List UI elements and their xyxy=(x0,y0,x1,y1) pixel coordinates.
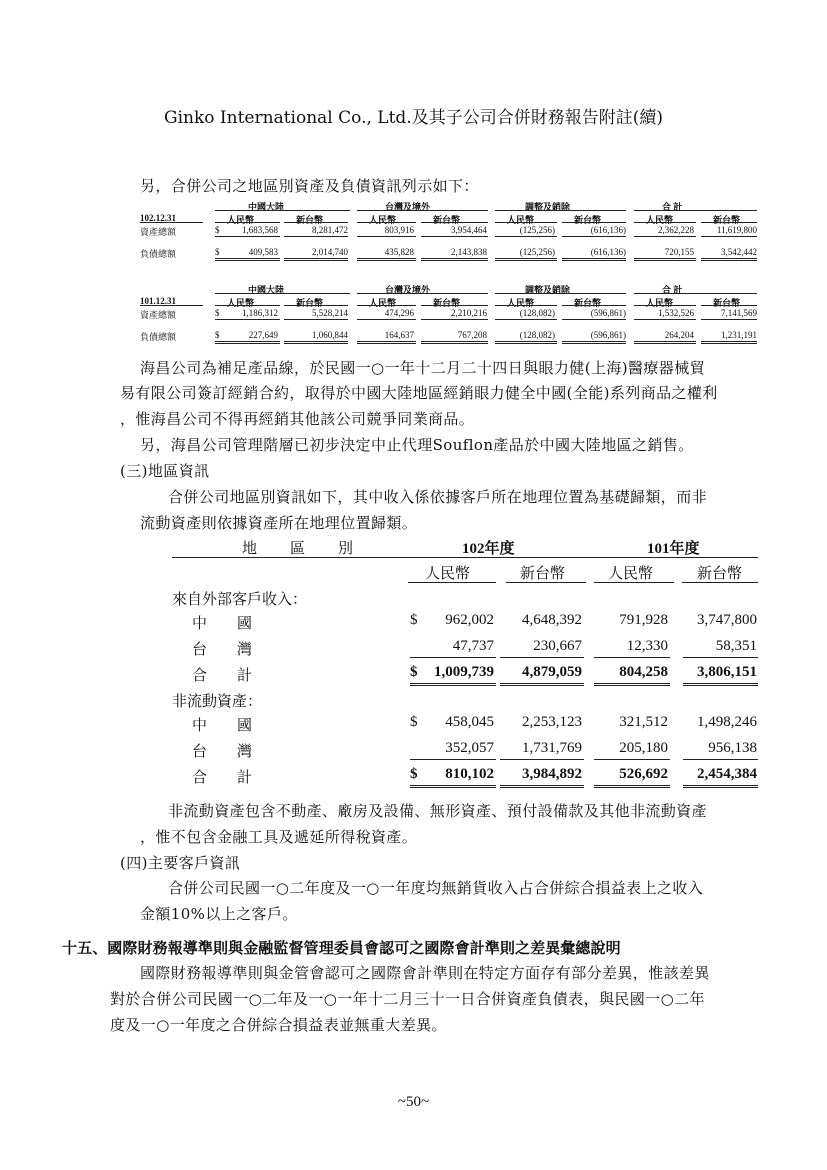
currency-header: 新台幣 xyxy=(433,215,461,225)
rule xyxy=(215,293,350,294)
rule xyxy=(594,759,670,760)
rule xyxy=(284,222,348,223)
group-header: 中國大陸 xyxy=(248,285,285,295)
row-label: 中 國 xyxy=(192,718,253,734)
rule xyxy=(500,657,584,658)
rule xyxy=(421,341,488,344)
currency-header-rmb-102: 人民幣 xyxy=(425,566,471,582)
row-label: 負債總額 xyxy=(140,332,177,342)
rule xyxy=(421,319,488,320)
currency-header: 新台幣 xyxy=(713,298,741,308)
rule xyxy=(421,305,488,306)
row-label: 中 國 xyxy=(192,616,253,632)
section-15-line-2: 對於合併公司民國一○二年及一○一年十二月三十一日合併資產負債表，與民國一○二年 xyxy=(110,990,705,1008)
rule xyxy=(410,683,496,686)
intro-text: 另，合併公司之地區別資產及負債資訊列示如下： xyxy=(140,177,479,195)
rule xyxy=(562,341,626,344)
dollar-sign: $ xyxy=(215,308,220,318)
rule xyxy=(701,319,757,320)
rule xyxy=(495,236,557,237)
currency-header: 人民幣 xyxy=(507,215,535,225)
rule xyxy=(357,305,416,306)
table-cell: 1,731,769 xyxy=(522,740,582,756)
table-cell: 3,542,442 xyxy=(721,247,757,257)
table-cell: 205,180 xyxy=(619,740,668,756)
table-cell: 7,141,569 xyxy=(721,308,757,318)
table-cell: 12,330 xyxy=(626,638,668,654)
paragraph-1-line-1: 海昌公司為補足產品線，於民國一○一年十二月二十四日與眼力健(上海)醫療器械貿 xyxy=(140,359,705,377)
table-cell: 2,253,123 xyxy=(522,714,582,730)
table-cell: (596,861) xyxy=(590,308,626,318)
dollar-sign: $ xyxy=(215,330,220,340)
table-date: 101.12.31 xyxy=(140,296,176,306)
table-cell: 164,637 xyxy=(384,330,414,340)
rule xyxy=(701,222,757,223)
rule xyxy=(701,258,757,261)
rule xyxy=(594,683,670,686)
rule xyxy=(357,210,488,211)
table-cell: 4,879,059 xyxy=(522,664,582,680)
table-cell: 2,362,228 xyxy=(658,225,694,235)
table-cell: 11,619,800 xyxy=(716,225,757,235)
rule xyxy=(495,305,557,306)
table-cell: 1,009,739 xyxy=(434,664,494,680)
currency-header: 人民幣 xyxy=(227,298,255,308)
currency-header: 人民幣 xyxy=(369,215,397,225)
table-cell: 458,045 xyxy=(445,714,494,730)
section-4-heading: (四)主要客戶資訊 xyxy=(120,854,241,872)
rule xyxy=(500,759,584,760)
year-102-header: 102年度 xyxy=(462,541,515,557)
rule xyxy=(634,236,696,237)
table-cell: 803,916 xyxy=(384,225,414,235)
rule xyxy=(495,222,557,223)
rule xyxy=(562,319,626,320)
page-header: Ginko International Co., Ltd.及其子公司合併財務報告附註(續) xyxy=(164,108,663,128)
section-15-line-1: 國際財務報導準則與金管會認可之國際會計準則在特定方面存有部分差異，惟該差異 xyxy=(140,964,710,982)
table-cell: 47,737 xyxy=(452,638,494,654)
table-cell: 804,258 xyxy=(619,664,668,680)
rule xyxy=(284,341,348,344)
table-cell: 2,014,740 xyxy=(312,247,348,257)
table-cell: 767,208 xyxy=(457,330,487,340)
currency-header: 新台幣 xyxy=(574,298,602,308)
rule xyxy=(594,582,674,583)
table-cell: (616,136) xyxy=(590,247,626,257)
rule xyxy=(140,222,203,223)
dollar-sign: $ xyxy=(410,612,418,628)
table-cell: 227,649 xyxy=(248,330,278,340)
table-cell: 5,528,214 xyxy=(312,308,348,318)
table-cell: 962,002 xyxy=(445,612,494,628)
table-cell: 720,155 xyxy=(664,247,694,257)
rule xyxy=(683,759,758,760)
rule xyxy=(495,293,626,294)
rule xyxy=(284,236,348,237)
table-cell: 2,143,838 xyxy=(451,247,487,257)
rule xyxy=(215,341,280,344)
rule xyxy=(701,236,757,237)
dollar-sign: $ xyxy=(215,225,220,235)
table-cell: (125,256) xyxy=(519,225,555,235)
currency-header: 人民幣 xyxy=(646,298,674,308)
table-cell: 4,648,392 xyxy=(522,612,582,628)
currency-header: 新台幣 xyxy=(713,215,741,225)
rule xyxy=(421,258,488,261)
rule xyxy=(357,222,416,223)
rule xyxy=(562,305,626,306)
group-header: 調整及銷除 xyxy=(525,285,571,295)
rule xyxy=(495,341,557,344)
rule xyxy=(408,582,496,583)
rule xyxy=(701,341,757,344)
table-cell: 1,683,568 xyxy=(242,225,278,235)
currency-header: 人民幣 xyxy=(369,298,397,308)
rule xyxy=(140,305,203,306)
rule xyxy=(683,657,758,658)
section-noncurrent-assets-label: 非流動資產： xyxy=(172,694,263,710)
paragraph-4-line-2: 金額10%以上之客戶。 xyxy=(140,905,298,923)
row-label: 資產總額 xyxy=(140,310,177,320)
table-cell: 474,296 xyxy=(384,308,414,318)
currency-header-ntd-102: 新台幣 xyxy=(520,566,566,582)
rule xyxy=(594,657,670,658)
currency-header: 人民幣 xyxy=(227,215,255,225)
table-cell: 1,186,312 xyxy=(242,308,278,318)
table-cell: 810,102 xyxy=(445,766,494,782)
group-header: 中國大陸 xyxy=(248,202,285,212)
after-table-line-2: ，惟不包含金融工具及遞延所得稅資產。 xyxy=(140,828,418,846)
rule xyxy=(506,582,586,583)
currency-header: 人民幣 xyxy=(507,298,535,308)
region-column-header: 地 區 別 xyxy=(242,541,355,557)
header-rule xyxy=(172,557,758,558)
rule xyxy=(215,222,280,223)
table-cell: (596,861) xyxy=(590,330,626,340)
rule xyxy=(500,785,584,788)
table-cell: 352,057 xyxy=(445,740,494,756)
section-3-heading: (三)地區資訊 xyxy=(120,462,210,480)
section-15-heading: 十五、國際財務報導準則與金融監督管理委員會認可之國際會計準則之差異彙總說明 xyxy=(62,939,621,957)
rule xyxy=(215,319,280,320)
table-cell: (128,082) xyxy=(519,330,555,340)
row-label: 資產總額 xyxy=(140,227,177,237)
table-cell: 1,532,526 xyxy=(658,308,694,318)
table-cell: 526,692 xyxy=(619,766,668,782)
paragraph-3-line-1: 合併公司地區別資訊如下，其中收入係依據客戶所在地理位置為基礎歸類，而非 xyxy=(168,488,708,506)
currency-header: 新台幣 xyxy=(574,215,602,225)
table-cell: (128,082) xyxy=(519,308,555,318)
group-header: 調整及銷除 xyxy=(525,202,571,212)
rule xyxy=(215,236,280,237)
row-label: 合 計 xyxy=(192,668,253,684)
rule xyxy=(410,785,496,788)
group-header: 合 計 xyxy=(662,285,683,295)
rule xyxy=(634,341,696,344)
dollar-sign: $ xyxy=(410,714,418,730)
row-label: 負債總額 xyxy=(140,249,177,259)
paragraph-2: 另，海昌公司管理階層已初步決定中止代理Souflon產品於中國大陸地區之銷售。 xyxy=(140,436,694,454)
rule xyxy=(215,210,350,211)
table-cell: 8,281,472 xyxy=(312,225,348,235)
table-date: 102.12.31 xyxy=(140,213,176,223)
table-cell: 435,828 xyxy=(384,247,414,257)
table-cell: 409,583 xyxy=(248,247,278,257)
table-cell: 58,351 xyxy=(715,638,757,654)
paragraph-4-line-1: 合併公司民國一○二年度及一○一年度均無銷貨收入占合併綜合損益表上之收入 xyxy=(168,879,704,897)
rule xyxy=(562,258,626,261)
page-number: ~50~ xyxy=(397,1094,430,1110)
group-header: 台灣及境外 xyxy=(385,202,431,212)
row-label: 合 計 xyxy=(192,770,253,786)
rule xyxy=(410,657,496,658)
rule xyxy=(634,258,696,261)
rule xyxy=(495,210,626,211)
rule xyxy=(594,785,670,788)
rule xyxy=(284,258,348,261)
rule xyxy=(357,341,416,344)
paragraph-1-line-2: 易有限公司簽訂經銷合約，取得於中國大陸地區經銷眼力健全中國(全能)系列商品之權利 xyxy=(120,384,718,402)
row-label: 台 灣 xyxy=(192,744,253,760)
table-cell: 264,204 xyxy=(664,330,694,340)
currency-header-rmb-101: 人民幣 xyxy=(608,566,654,582)
rule xyxy=(634,293,757,294)
rule xyxy=(500,683,584,686)
group-header: 台灣及境外 xyxy=(385,285,431,295)
rule xyxy=(634,222,696,223)
rule xyxy=(701,305,757,306)
table-cell: 1,060,844 xyxy=(312,330,348,340)
table-cell: 3,984,892 xyxy=(522,766,582,782)
rule xyxy=(215,305,280,306)
rule xyxy=(683,785,758,788)
rule xyxy=(421,222,488,223)
table-cell: 3,747,800 xyxy=(697,612,757,628)
rule xyxy=(562,222,626,223)
dollar-sign: $ xyxy=(215,247,220,257)
table-cell: 1,231,191 xyxy=(721,330,757,340)
rule xyxy=(357,319,416,320)
rule xyxy=(495,258,557,261)
currency-header: 新台幣 xyxy=(433,298,461,308)
rule xyxy=(682,582,758,583)
after-table-line-1: 非流動資產包含不動產、廠房及設備、無形資產、預付設備款及其他非流動資產 xyxy=(168,802,708,820)
rule xyxy=(215,258,280,261)
year-101-header: 101年度 xyxy=(647,541,700,557)
rule xyxy=(634,319,696,320)
currency-header: 新台幣 xyxy=(296,215,324,225)
rule xyxy=(683,683,758,686)
group-header: 合 計 xyxy=(662,202,683,212)
row-label: 台 灣 xyxy=(192,642,253,658)
section-external-revenue-label: 來自外部客戶收入： xyxy=(172,592,308,608)
table-cell: (125,256) xyxy=(519,247,555,257)
dollar-sign: $ xyxy=(410,664,418,680)
rule xyxy=(634,210,757,211)
rule xyxy=(357,236,416,237)
currency-header: 新台幣 xyxy=(296,298,324,308)
table-cell: 3,806,151 xyxy=(697,664,757,680)
table-cell: 2,454,384 xyxy=(697,766,757,782)
rule xyxy=(421,236,488,237)
table-cell: 3,954,464 xyxy=(451,225,487,235)
rule xyxy=(357,293,488,294)
rule xyxy=(562,236,626,237)
rule xyxy=(357,258,416,261)
currency-header: 人民幣 xyxy=(646,215,674,225)
rule xyxy=(410,759,496,760)
paragraph-3-line-2: 流動資產則依據資產所在地理位置歸類。 xyxy=(140,514,418,532)
table-cell: (616,136) xyxy=(590,225,626,235)
section-15-line-3: 度及一○一年度之合併綜合損益表並無重大差異。 xyxy=(110,1016,447,1034)
paragraph-1-line-3: ，惟海昌公司不得再經銷其他該公司競爭同業商品。 xyxy=(120,410,475,428)
table-cell: 2,210,216 xyxy=(451,308,487,318)
rule xyxy=(495,319,557,320)
table-cell: 956,138 xyxy=(708,740,757,756)
table-cell: 791,928 xyxy=(619,612,668,628)
table-cell: 230,667 xyxy=(533,638,582,654)
rule xyxy=(634,305,696,306)
table-cell: 1,498,246 xyxy=(697,714,757,730)
table-cell: 321,512 xyxy=(619,714,668,730)
rule xyxy=(284,305,348,306)
dollar-sign: $ xyxy=(410,766,418,782)
currency-header-ntd-101: 新台幣 xyxy=(697,566,743,582)
rule xyxy=(284,319,348,320)
